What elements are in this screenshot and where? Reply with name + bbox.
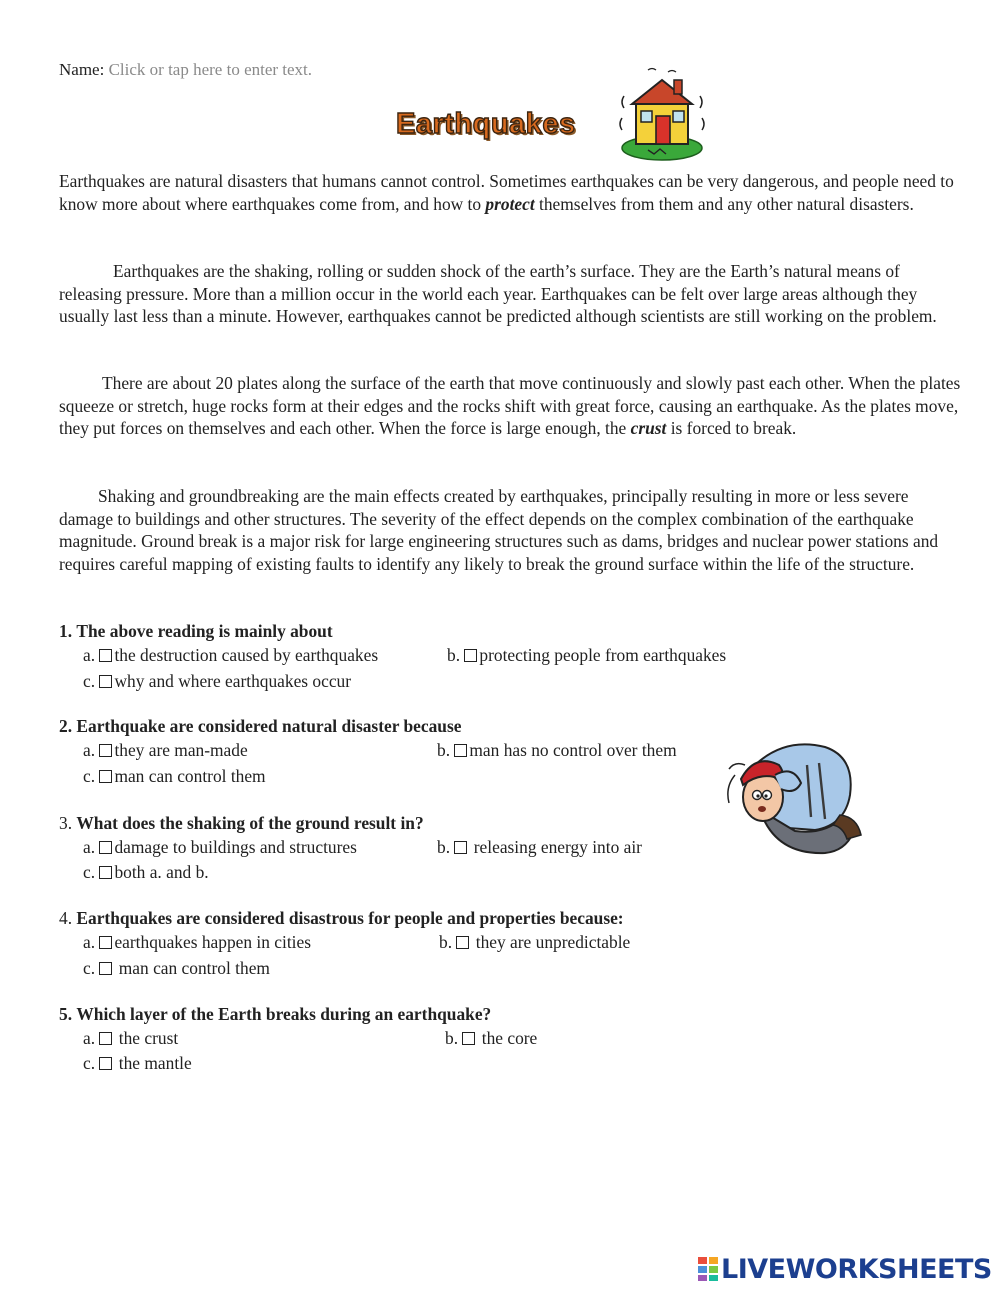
p1-emphasis: protect	[485, 193, 535, 214]
checkbox[interactable]	[99, 1057, 112, 1070]
reading-paragraph-2	[59, 260, 964, 328]
p3-text-b: is forced to break.	[666, 418, 797, 438]
question-stem: Earthquake are considered natural disaster because	[76, 716, 462, 736]
p1-text-b: themselves from them and any other natural disasters.	[534, 193, 914, 214]
q3-option-c[interactable]: c. both a. and b.	[83, 862, 209, 882]
checkbox[interactable]	[99, 675, 112, 688]
q1-option-a[interactable]: a. the destruction caused by earthquakes	[83, 645, 379, 665]
checkbox[interactable]	[99, 1032, 112, 1045]
p1-text-a: Earthquakes are natural disasters that humans cannot control. Sometimes earthquakes can be very dangerous, and people need to know more about where earthquakes come from, and how to	[59, 171, 954, 214]
p3-emphasis: crust	[630, 418, 667, 438]
reading-paragraph-3	[59, 372, 964, 440]
question-number: 5.	[59, 1004, 73, 1024]
question-stem: Earthquakes are considered disastrous for people and properties because:	[76, 908, 624, 928]
shaking-house-illustration	[618, 66, 706, 162]
question-number: 1.	[59, 621, 73, 641]
q1-option-b[interactable]: b. protecting people from earthquakes	[447, 645, 727, 665]
q5-option-c[interactable]: c. the mantle	[83, 1053, 192, 1073]
p2-text: Earthquakes are the shaking, rolling or sudden shock of the earth’s surface. They are the Earth’s natural means of releasing pressure. More than a million occur in the world each year. Earthquakes can be felt over large areas although they usually last less than a minute. However, earthquakes cannot be predicted although scientists are still working on the problem.	[59, 261, 937, 326]
name-input[interactable]: Click or tap here to enter text.	[108, 60, 313, 79]
q3-option-b[interactable]: b. releasing energy into air	[437, 837, 642, 857]
q2-option-b[interactable]: b. man has no control over them	[437, 740, 677, 760]
checkbox[interactable]	[99, 866, 112, 879]
brand-name: LIVEWORKSHEETS	[721, 1253, 992, 1285]
liveworksheets-logo	[697, 1253, 992, 1285]
question-number: 4.	[59, 908, 73, 928]
question-4	[59, 908, 624, 929]
q4-option-a[interactable]: a. earthquakes happen in cities	[83, 932, 311, 952]
q5-option-a[interactable]: a. the crust	[83, 1028, 179, 1048]
checkbox[interactable]	[99, 649, 112, 662]
checkbox[interactable]	[99, 744, 112, 757]
question-stem: The above reading is mainly about	[76, 621, 333, 641]
crouching-man-illustration	[715, 735, 865, 860]
checkbox[interactable]	[99, 841, 112, 854]
name-label: Name:	[59, 60, 105, 79]
reading-paragraph-1	[59, 170, 964, 215]
question-3	[59, 813, 424, 834]
q2-option-a[interactable]: a. they are man-made	[83, 740, 248, 760]
checkbox[interactable]	[99, 770, 112, 783]
p4-text: Shaking and groundbreaking are the main effects created by earthquakes, principally resulting in more or less severe damage to buildings and other structures. The severity of the effect depends on the complex combination of the earthquake magnitude. Ground break is a major risk for large engineering structures such as dams, bridges and nuclear power stations and requires careful mapping of existing faults to identify any likely to break the ground surface within the life of the structure.	[59, 486, 939, 574]
checkbox[interactable]	[456, 936, 469, 949]
checkbox[interactable]	[99, 962, 112, 975]
q4-option-c[interactable]: c. man can control them	[83, 958, 270, 978]
checkbox[interactable]	[462, 1032, 475, 1045]
question-number: 2.	[59, 716, 73, 736]
checkbox[interactable]	[99, 936, 112, 949]
liveworksheets-icon	[697, 1256, 719, 1282]
question-number: 3.	[59, 813, 73, 833]
q2-option-c[interactable]: c. man can control them	[83, 766, 266, 786]
question-1	[59, 621, 333, 642]
question-5	[59, 1004, 491, 1025]
q5-option-b[interactable]: b. the core	[445, 1028, 538, 1048]
q1-option-c[interactable]: c. why and where earthquakes occur	[83, 671, 352, 691]
checkbox[interactable]	[454, 744, 467, 757]
name-line	[59, 60, 312, 80]
checkbox[interactable]	[454, 841, 467, 854]
p3-text-a: There are about 20 plates along the surface of the earth that move continuously and slowly past each other. When the plates squeeze or stretch, huge rocks form at their edges and the rocks shift with great force, causing an earthquake. As the plates move, they put forces on themselves and each other. When the force is large enough, the	[59, 373, 961, 438]
question-stem: Which layer of the Earth breaks during an earthquake?	[76, 1004, 492, 1024]
question-2	[59, 716, 461, 737]
q3-option-a[interactable]: a. damage to buildings and structures	[83, 837, 357, 857]
q4-option-b[interactable]: b. they are unpredictable	[439, 932, 631, 952]
page-title: Earthquakes	[396, 108, 576, 140]
checkbox[interactable]	[464, 649, 477, 662]
reading-paragraph-4	[59, 485, 964, 575]
question-stem: What does the shaking of the ground result in?	[76, 813, 424, 833]
